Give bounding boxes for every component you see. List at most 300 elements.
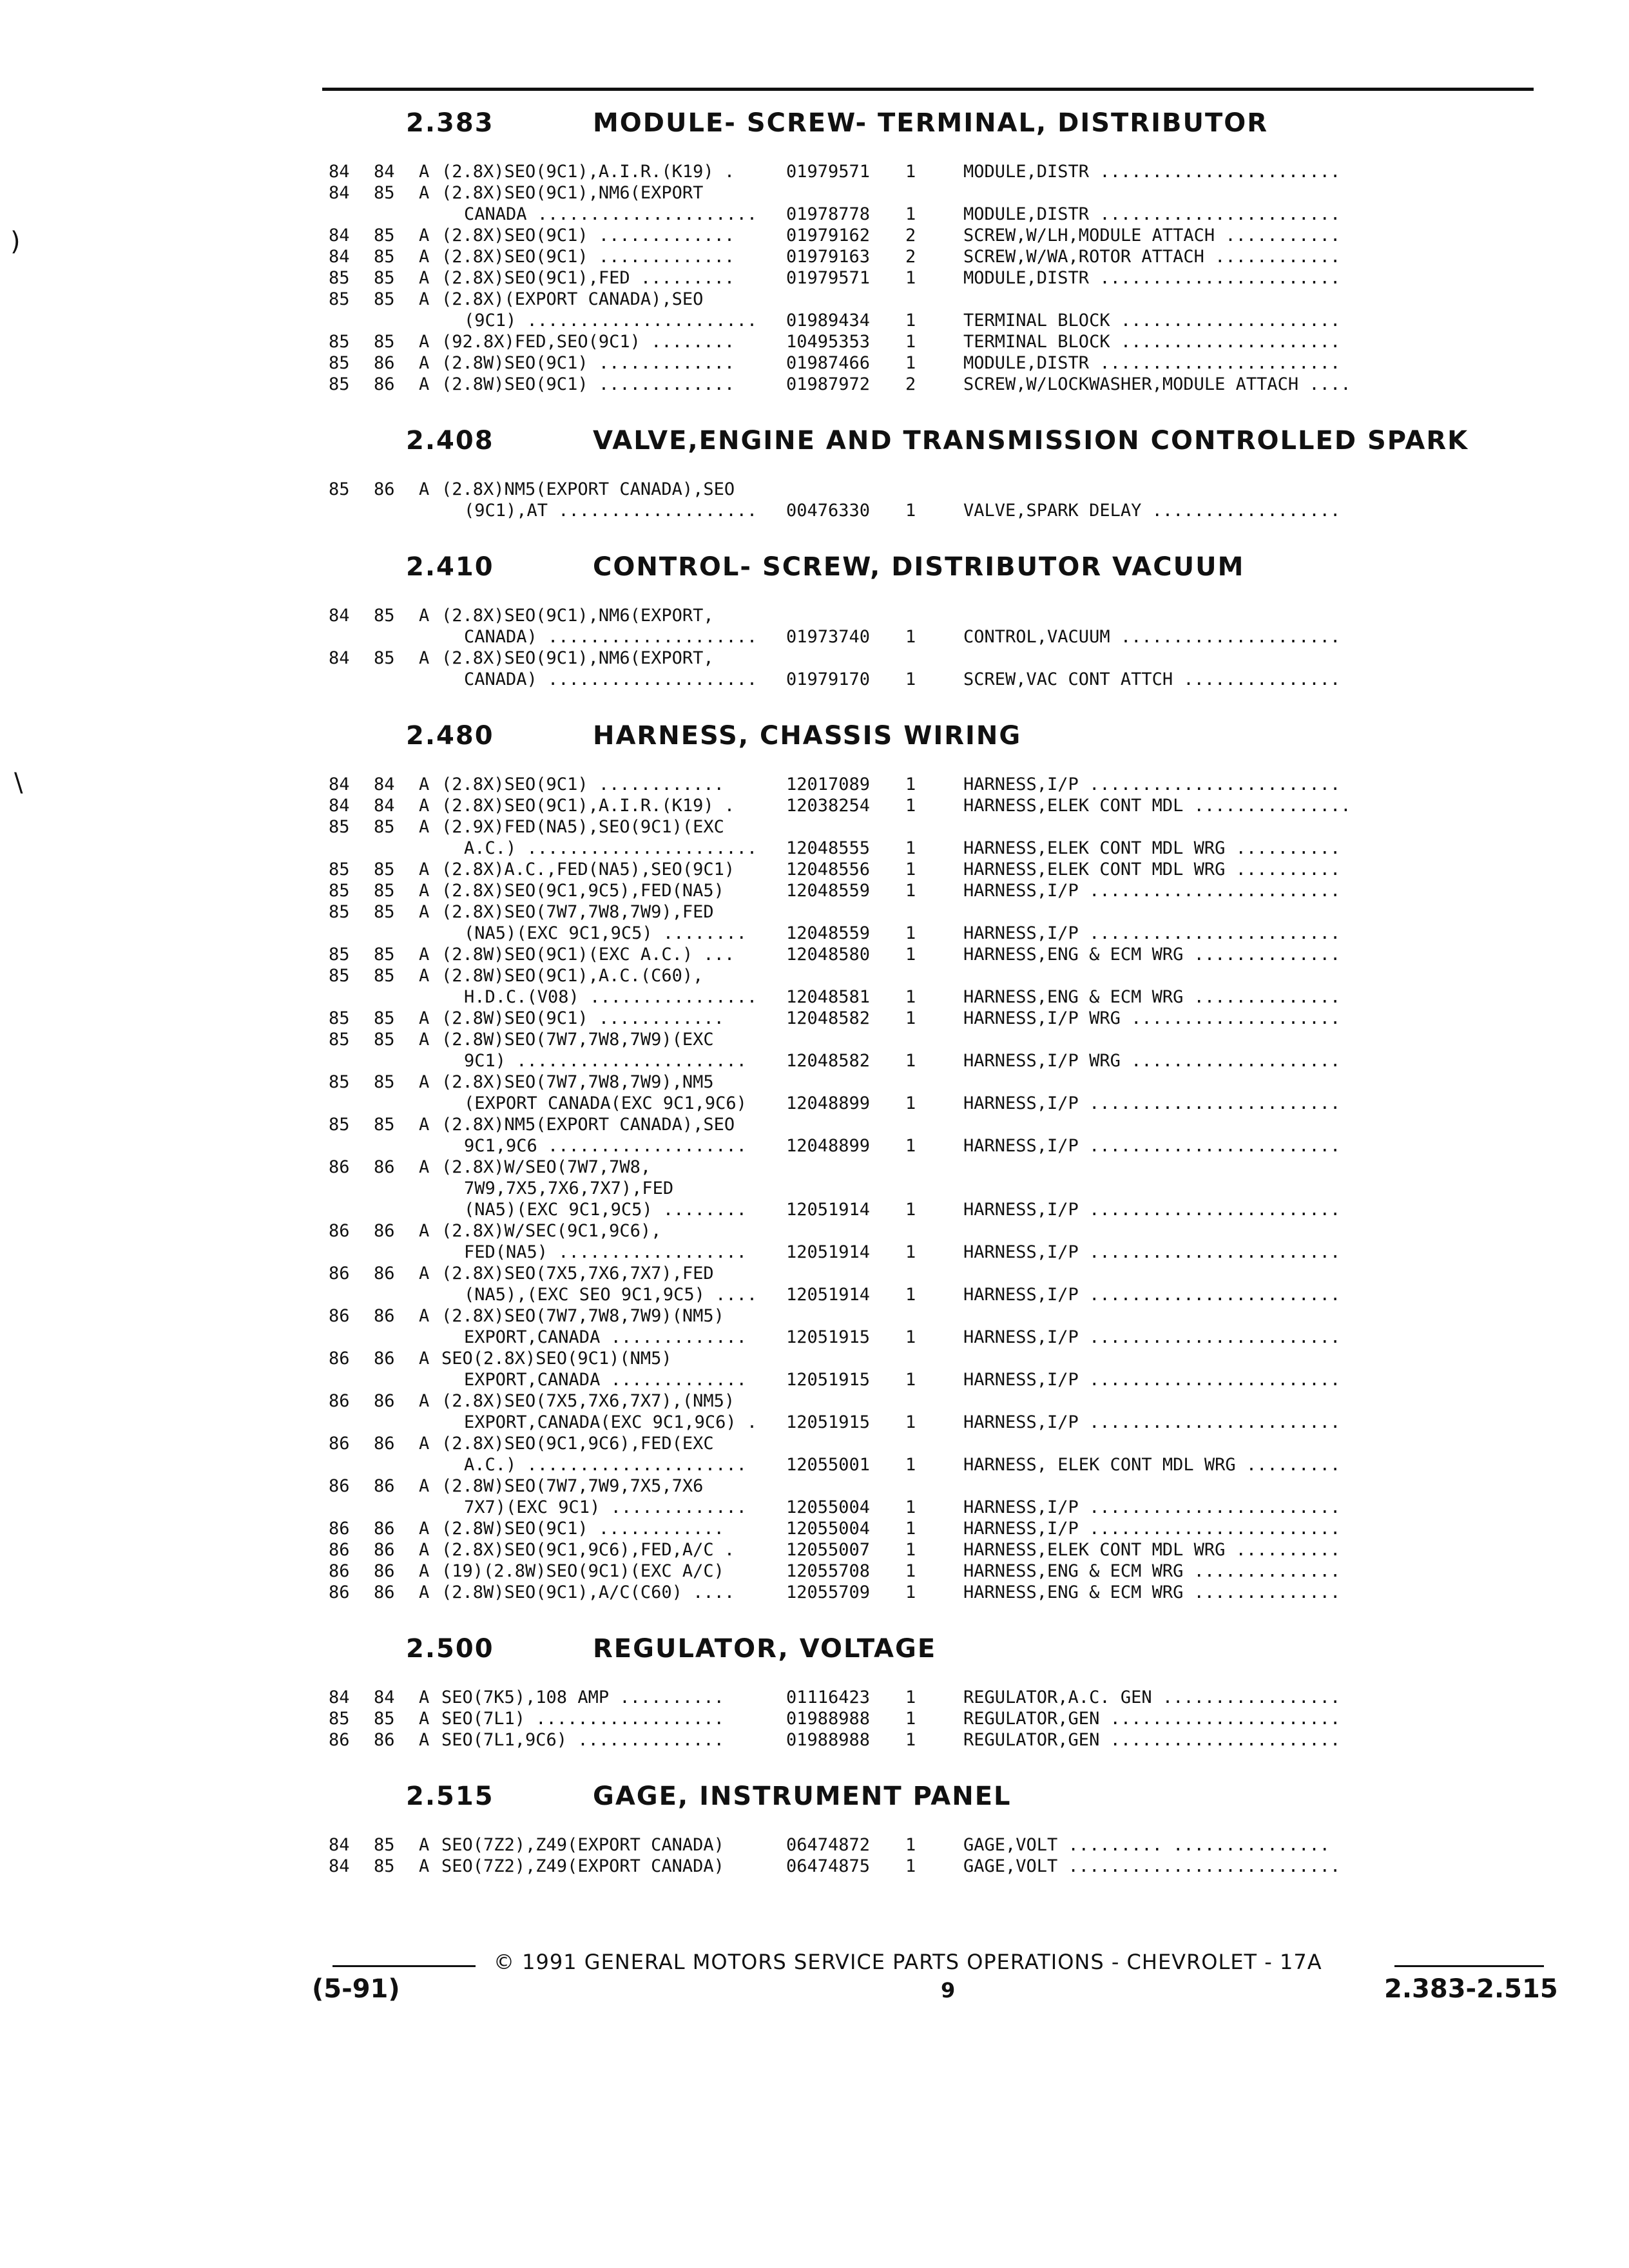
application-desc: H.D.C.(V08) ................: [464, 987, 758, 1007]
application-desc: (9C1) ......................: [464, 311, 758, 331]
quantity: 1: [905, 1497, 916, 1517]
usage-code: A: [419, 479, 430, 499]
usage-code: A: [419, 1856, 430, 1876]
part-number: 01979162: [786, 226, 871, 245]
part-name: HARNESS,I/P ........................: [963, 1242, 1341, 1262]
application-desc: (2.8X)SEO(9C1,9C6),FED(EXC: [441, 1434, 714, 1454]
parts-entry: [329, 225, 1540, 246]
parts-entry: [329, 1518, 1540, 1539]
usage-code: A: [419, 1221, 430, 1241]
application-desc: (2.8X)SEO(7X5,7X6,7X7),(NM5): [441, 1391, 735, 1411]
quantity: 1: [905, 1200, 916, 1220]
parts-entry: [329, 1729, 1540, 1751]
part-number: 01979571: [786, 268, 871, 288]
part-name: SCREW,W/LH,MODULE ATTACH ...........: [963, 226, 1341, 245]
part-name: HARNESS,I/P ........................: [963, 774, 1341, 794]
year-from: 85: [329, 1709, 350, 1729]
application-desc: (NA5)(EXC 9C1,9C5) ........: [464, 923, 747, 943]
entry-first-line: [329, 374, 1540, 395]
application-desc: SEO(7L1,9C6) ..............: [441, 1730, 724, 1750]
year-from: 85: [329, 966, 350, 986]
parts-entry: [329, 774, 1540, 795]
usage-code: A: [419, 332, 430, 352]
year-from: 86: [329, 1391, 350, 1411]
year-to: 85: [374, 966, 395, 986]
year-to: 85: [374, 332, 395, 352]
application-desc: (2.8X)NM5(EXPORT CANADA),SEO: [441, 1115, 735, 1135]
part-number: 12048581: [786, 987, 871, 1007]
parts-entry: [329, 880, 1540, 901]
part-name: HARNESS,ELEK CONT MDL WRG ..........: [963, 838, 1341, 858]
year-to: 85: [374, 902, 395, 922]
usage-code: A: [419, 1434, 430, 1454]
usage-code: A: [419, 1582, 430, 1602]
quantity: 1: [905, 353, 916, 373]
part-name: HARNESS,ENG & ECM WRG ..............: [963, 1582, 1341, 1602]
part-name: HARNESS,I/P ........................: [963, 1497, 1341, 1517]
usage-code: A: [419, 945, 430, 965]
year-from: 85: [329, 1072, 350, 1092]
year-from: 84: [329, 648, 350, 668]
application-desc: (2.8X)SEO(9C1),FED .........: [441, 268, 735, 288]
application-desc: (2.8W)SEO(7W7,7W8,7W9)(EXC: [441, 1030, 714, 1050]
parts-entry: [329, 1114, 1540, 1157]
usage-code: A: [419, 1157, 430, 1177]
year-to: 86: [374, 1306, 395, 1326]
application-desc: (2.8X)SEO(9C1) ............: [441, 774, 724, 794]
entry-continuation-line: [329, 838, 1540, 859]
quantity: 1: [905, 1242, 916, 1262]
part-name: HARNESS,ELEK CONT MDL WRG ..........: [963, 1540, 1341, 1560]
edition-date: (5-91): [312, 1974, 400, 2004]
part-number: 01979163: [786, 247, 871, 267]
entry-continuation-line: [329, 1454, 1540, 1475]
year-to: 86: [374, 1730, 395, 1750]
year-from: 84: [329, 1835, 350, 1855]
application-desc: (NA5)(EXC 9C1,9C5) ........: [464, 1200, 747, 1220]
part-number: 12017089: [786, 774, 871, 794]
parts-entry: [329, 479, 1540, 521]
entry-continuation-line: [329, 1178, 1540, 1199]
part-name: HARNESS,I/P ........................: [963, 1093, 1341, 1113]
application-desc: 9C1,9C6 ...................: [464, 1136, 747, 1156]
year-from: 85: [329, 374, 350, 394]
application-desc: (2.8W)SEO(7W7,7W9,7X5,7X6: [441, 1476, 704, 1496]
section-heading: [329, 547, 1540, 587]
part-number: 12051915: [786, 1327, 871, 1347]
year-from: 85: [329, 881, 350, 901]
catalog-section: [329, 1629, 1540, 1751]
parts-catalog-page: [329, 103, 1540, 1903]
entry-continuation-line: [329, 923, 1540, 944]
entry-first-line: [329, 1114, 1540, 1135]
parts-entry: [329, 1582, 1540, 1603]
part-name: HARNESS,I/P ........................: [963, 1370, 1341, 1390]
application-desc: (2.8X)NM5(EXPORT CANADA),SEO: [441, 479, 735, 499]
year-from: 85: [329, 860, 350, 879]
quantity: 1: [905, 268, 916, 288]
application-desc: (2.8X)SEO(9C1,9C5),FED(NA5): [441, 881, 724, 901]
part-number: 12048899: [786, 1136, 871, 1156]
page-number: 9: [941, 1978, 956, 2003]
entry-first-line: [329, 1834, 1540, 1856]
part-number: 01987466: [786, 353, 871, 373]
parts-entry: [329, 352, 1540, 374]
year-to: 86: [374, 374, 395, 394]
quantity: 1: [905, 881, 916, 901]
parts-entry: [329, 859, 1540, 880]
entry-first-line: [329, 965, 1540, 986]
section-number: 2.408: [406, 426, 494, 456]
application-desc: (2.8W)SEO(9C1),A/C(C60) ....: [441, 1582, 735, 1602]
year-to: 85: [374, 1115, 395, 1135]
entry-first-line: [329, 1582, 1540, 1603]
application-desc: (9C1),AT ...................: [464, 501, 758, 521]
year-from: 85: [329, 1115, 350, 1135]
entry-continuation-line: [329, 986, 1540, 1008]
entry-continuation-line: [329, 1412, 1540, 1433]
quantity: 1: [905, 1709, 916, 1729]
entry-first-line: [329, 1390, 1540, 1412]
part-name: SCREW,W/WA,ROTOR ATTACH ............: [963, 247, 1341, 267]
application-desc: (19)(2.8W)SEO(9C1)(EXC A/C): [441, 1561, 724, 1581]
part-name: REGULATOR,A.C. GEN .................: [963, 1687, 1341, 1707]
section-heading: [329, 421, 1540, 461]
usage-code: A: [419, 1264, 430, 1283]
entry-continuation-line: [329, 1050, 1540, 1072]
year-to: 85: [374, 606, 395, 626]
year-from: 86: [329, 1221, 350, 1241]
application-desc: SEO(7L1) ..................: [441, 1709, 724, 1729]
part-number: 12055709: [786, 1582, 871, 1602]
year-to: 85: [374, 268, 395, 288]
parts-entry: [329, 1708, 1540, 1729]
parts-entry: [329, 289, 1540, 331]
application-desc: CANADA .....................: [464, 204, 758, 224]
year-from: 84: [329, 606, 350, 626]
year-to: 84: [374, 1687, 395, 1707]
catalog-section: [329, 421, 1540, 521]
part-name: MODULE,DISTR .......................: [963, 204, 1341, 224]
entry-first-line: [329, 648, 1540, 669]
year-to: 84: [374, 774, 395, 794]
entry-first-line: [329, 1029, 1540, 1050]
quantity: 1: [905, 311, 916, 331]
part-number: 12051915: [786, 1412, 871, 1432]
year-from: 85: [329, 945, 350, 965]
part-number: 01987972: [786, 374, 871, 394]
entry-continuation-line: [329, 1093, 1540, 1114]
footer-rule-right: [1394, 1965, 1544, 1967]
application-desc: (2.8X)SEO(9C1),NM6(EXPORT,: [441, 606, 714, 626]
usage-code: A: [419, 1115, 430, 1135]
year-to: 85: [374, 1709, 395, 1729]
entry-first-line: [329, 182, 1540, 204]
year-from: 84: [329, 774, 350, 794]
part-number: 12051914: [786, 1242, 871, 1262]
application-desc: (2.8X)SEO(7X5,7X6,7X7),FED: [441, 1264, 714, 1283]
entry-first-line: [329, 1348, 1540, 1369]
entry-continuation-line: [329, 1199, 1540, 1220]
quantity: 1: [905, 1455, 916, 1475]
part-number: 12055708: [786, 1561, 871, 1581]
parts-entry: [329, 1305, 1540, 1348]
section-title: VALVE,ENGINE AND TRANSMISSION CONTROLLED SPARK: [593, 426, 1469, 456]
quantity: 1: [905, 774, 916, 794]
parts-entry: [329, 901, 1540, 944]
section-number: 2.515: [406, 1782, 494, 1811]
usage-code: A: [419, 1540, 430, 1560]
part-name: HARNESS,ELEK CONT MDL ...............: [963, 796, 1351, 816]
quantity: 1: [905, 1327, 916, 1347]
quantity: 1: [905, 1136, 916, 1156]
part-number: 12048559: [786, 881, 871, 901]
application-desc: (NA5),(EXC SEO 9C1,9C5) ....: [464, 1285, 758, 1305]
usage-code: A: [419, 1072, 430, 1092]
top-rule: [322, 88, 1534, 91]
part-number: 01989434: [786, 311, 871, 331]
year-to: 86: [374, 1582, 395, 1602]
part-number: 01973740: [786, 627, 871, 647]
application-desc: EXPORT,CANADA .............: [464, 1327, 747, 1347]
year-to: 86: [374, 1349, 395, 1369]
catalog-section: [329, 1776, 1540, 1877]
year-to: 86: [374, 1561, 395, 1581]
entry-first-line: [329, 1687, 1540, 1708]
application-desc: (2.8X)SEO(9C1,9C6),FED,A/C .: [441, 1540, 735, 1560]
year-from: 86: [329, 1306, 350, 1326]
entry-first-line: [329, 1157, 1540, 1178]
parts-entry: [329, 816, 1540, 859]
year-to: 85: [374, 1008, 395, 1028]
year-from: 85: [329, 817, 350, 837]
application-desc: (2.8X)SEO(9C1),NM6(EXPORT: [441, 183, 704, 203]
part-number: 12055004: [786, 1497, 871, 1517]
entry-continuation-line: [329, 204, 1540, 225]
entry-first-line: [329, 1856, 1540, 1877]
part-name: REGULATOR,GEN ......................: [963, 1730, 1341, 1750]
usage-code: A: [419, 796, 430, 816]
entry-continuation-line: [329, 669, 1540, 690]
application-desc: CANADA) ....................: [464, 627, 758, 647]
year-from: 86: [329, 1730, 350, 1750]
usage-code: A: [419, 1709, 430, 1729]
section-range: 2.383-2.515: [1384, 1974, 1558, 2004]
application-desc: (2.8X)SEO(9C1),A.I.R.(K19) .: [441, 796, 735, 816]
year-to: 85: [374, 648, 395, 668]
part-name: TERMINAL BLOCK .....................: [963, 332, 1341, 352]
parts-entry: [329, 1475, 1540, 1518]
entry-first-line: [329, 1072, 1540, 1093]
parts-entry: [329, 944, 1540, 965]
application-desc: (2.8X)SEO(7W7,7W8,7W9),NM5: [441, 1072, 714, 1092]
parts-entry: [329, 1433, 1540, 1475]
part-number: 10495353: [786, 332, 871, 352]
usage-code: A: [419, 1519, 430, 1539]
parts-entry: [329, 1390, 1540, 1433]
part-name: MODULE,DISTR .......................: [963, 353, 1341, 373]
application-desc: (2.8W)SEO(9C1) ............: [441, 1008, 724, 1028]
year-from: 86: [329, 1264, 350, 1283]
year-from: 85: [329, 479, 350, 499]
part-name: HARNESS,I/P ........................: [963, 1285, 1341, 1305]
quantity: 1: [905, 501, 916, 521]
application-desc: A.C.) .....................: [464, 1455, 747, 1475]
part-name: HARNESS,I/P ........................: [963, 1327, 1341, 1347]
usage-code: A: [419, 353, 430, 373]
parts-entry: [329, 182, 1540, 225]
entry-first-line: [329, 352, 1540, 374]
entry-first-line: [329, 1263, 1540, 1284]
parts-entry: [329, 1856, 1540, 1877]
application-desc: (2.9X)FED(NA5),SEO(9C1)(EXC: [441, 817, 724, 837]
entry-continuation-line: [329, 1135, 1540, 1157]
part-number: 06474872: [786, 1835, 871, 1855]
application-desc: SEO(7K5),108 AMP ..........: [441, 1687, 724, 1707]
part-name: MODULE,DISTR .......................: [963, 162, 1341, 182]
part-name: HARNESS,ENG & ECM WRG ..............: [963, 987, 1341, 1007]
parts-entry: [329, 267, 1540, 289]
application-desc: SEO(7Z2),Z49(EXPORT CANADA): [441, 1856, 724, 1876]
entry-continuation-line: [329, 1284, 1540, 1305]
parts-entry: [329, 374, 1540, 395]
year-from: 84: [329, 183, 350, 203]
quantity: 1: [905, 332, 916, 352]
quantity: 1: [905, 1582, 916, 1602]
entry-first-line: [329, 246, 1540, 267]
application-desc: SEO(2.8X)SEO(9C1)(NM5): [441, 1349, 672, 1369]
usage-code: A: [419, 1687, 430, 1707]
year-to: 86: [374, 1540, 395, 1560]
quantity: 1: [905, 1008, 916, 1028]
part-number: 01979170: [786, 669, 871, 689]
part-name: VALVE,SPARK DELAY ..................: [963, 501, 1341, 521]
usage-code: A: [419, 1008, 430, 1028]
part-number: 12048580: [786, 945, 871, 965]
year-to: 85: [374, 860, 395, 879]
year-to: 86: [374, 1221, 395, 1241]
quantity: 1: [905, 1370, 916, 1390]
year-to: 84: [374, 796, 395, 816]
catalog-section: [329, 716, 1540, 1603]
year-from: 84: [329, 226, 350, 245]
footer-rule-left: [333, 1965, 476, 1967]
section-title: REGULATOR, VOLTAGE: [593, 1634, 937, 1664]
quantity: 1: [905, 945, 916, 965]
application-desc: SEO(7Z2),Z49(EXPORT CANADA): [441, 1835, 724, 1855]
part-name: MODULE,DISTR .......................: [963, 268, 1341, 288]
application-desc: FED(NA5) ..................: [464, 1242, 747, 1262]
section-number: 2.480: [406, 721, 494, 751]
year-from: 86: [329, 1582, 350, 1602]
entry-first-line: [329, 1729, 1540, 1751]
application-desc: (2.8W)SEO(9C1) ............: [441, 1519, 724, 1539]
usage-code: A: [419, 183, 430, 203]
year-to: 84: [374, 162, 395, 182]
application-desc: (2.8W)SEO(9C1),A.C.(C60),: [441, 966, 704, 986]
parts-entry: [329, 1687, 1540, 1708]
entry-first-line: [329, 605, 1540, 626]
application-desc: (2.8X)W/SEC(9C1,9C6),: [441, 1221, 662, 1241]
year-from: 85: [329, 353, 350, 373]
entry-first-line: [329, 225, 1540, 246]
part-name: SCREW,W/LOCKWASHER,MODULE ATTACH ....: [963, 374, 1351, 394]
part-name: GAGE,VOLT ......... ...............: [963, 1835, 1330, 1855]
entry-continuation-line: [329, 626, 1540, 648]
part-name: HARNESS,I/P ........................: [963, 881, 1341, 901]
quantity: 1: [905, 1730, 916, 1750]
quantity: 1: [905, 204, 916, 224]
parts-entry: [329, 1008, 1540, 1029]
part-name: HARNESS, ELEK CONT MDL WRG .........: [963, 1455, 1341, 1475]
application-desc: (2.8X)SEO(9C1),NM6(EXPORT,: [441, 648, 714, 668]
part-number: 12038254: [786, 796, 871, 816]
part-number: 01988988: [786, 1709, 871, 1729]
section-title: CONTROL- SCREW, DISTRIBUTOR VACUUM: [593, 552, 1245, 582]
year-from: 85: [329, 268, 350, 288]
year-from: 86: [329, 1349, 350, 1369]
parts-entry: [329, 1561, 1540, 1582]
year-from: 85: [329, 902, 350, 922]
parts-entry: [329, 795, 1540, 816]
part-name: HARNESS,I/P ........................: [963, 1412, 1341, 1432]
quantity: 1: [905, 1856, 916, 1876]
quantity: 2: [905, 247, 916, 267]
entry-first-line: [329, 1220, 1540, 1242]
part-number: 01979571: [786, 162, 871, 182]
parts-entry: [329, 648, 1540, 690]
application-desc: 9C1) ......................: [464, 1051, 747, 1071]
section-heading: [329, 1776, 1540, 1816]
application-desc: A.C.) ......................: [464, 838, 758, 858]
application-desc: (2.8X)SEO(9C1) .............: [441, 247, 735, 267]
part-name: SCREW,VAC CONT ATTCH ...............: [963, 669, 1341, 689]
entry-first-line: [329, 479, 1540, 500]
part-number: 12051914: [786, 1285, 871, 1305]
entry-continuation-line: [329, 1327, 1540, 1348]
entry-first-line: [329, 944, 1540, 965]
part-name: HARNESS,I/P ........................: [963, 1519, 1341, 1539]
quantity: 1: [905, 1561, 916, 1581]
part-name: HARNESS,I/P ........................: [963, 1200, 1341, 1220]
application-desc: (2.8X)(EXPORT CANADA),SEO: [441, 289, 704, 309]
entry-first-line: [329, 161, 1540, 182]
year-to: 85: [374, 881, 395, 901]
year-from: 86: [329, 1476, 350, 1496]
section-title: MODULE- SCREW- TERMINAL, DISTRIBUTOR: [593, 108, 1269, 138]
section-heading: [329, 1629, 1540, 1669]
parts-entry: [329, 1263, 1540, 1305]
usage-code: A: [419, 902, 430, 922]
quantity: 1: [905, 1519, 916, 1539]
usage-code: A: [419, 1835, 430, 1855]
year-from: 86: [329, 1540, 350, 1560]
entry-first-line: [329, 1008, 1540, 1029]
application-desc: 7X7)(EXC 9C1) .............: [464, 1497, 747, 1517]
year-to: 86: [374, 1434, 395, 1454]
quantity: 1: [905, 1093, 916, 1113]
application-desc: (2.8X)W/SEO(7W7,7W8,: [441, 1157, 651, 1177]
usage-code: A: [419, 1730, 430, 1750]
part-name: HARNESS,ENG & ECM WRG ..............: [963, 945, 1341, 965]
usage-code: A: [419, 374, 430, 394]
entry-first-line: [329, 1708, 1540, 1729]
usage-code: A: [419, 1030, 430, 1050]
entry-first-line: [329, 1433, 1540, 1454]
quantity: 1: [905, 627, 916, 647]
application-desc: (2.8W)SEO(9C1) .............: [441, 374, 735, 394]
year-from: 86: [329, 1561, 350, 1581]
